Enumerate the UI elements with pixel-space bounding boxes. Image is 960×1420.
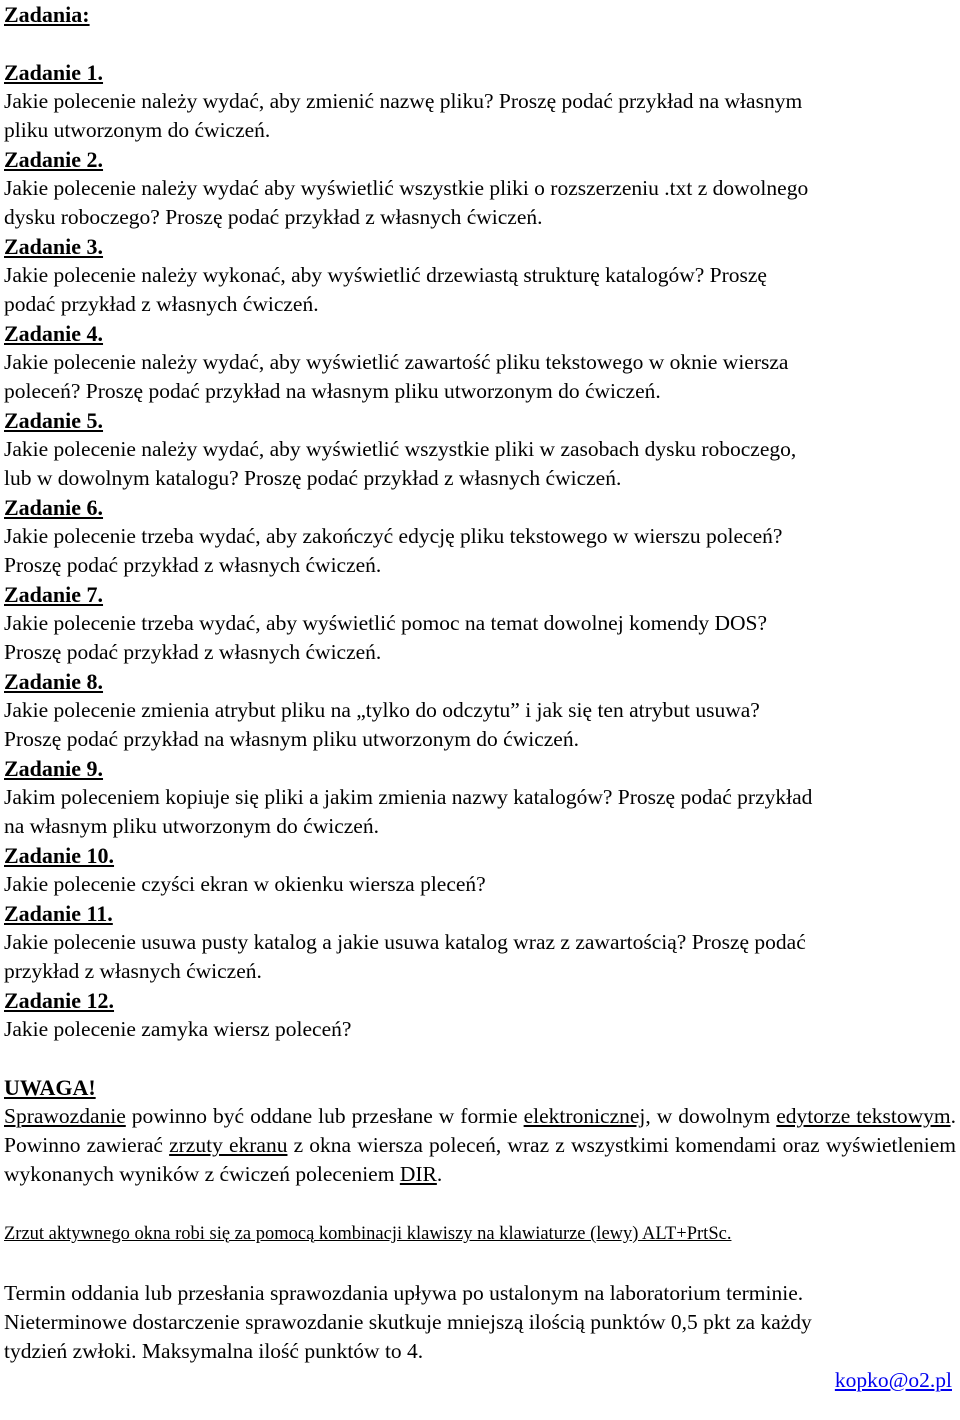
screenshots-term: zrzuty ekranu <box>169 1133 288 1157</box>
task-question-line: Jakie polecenie czyści ekran w okienku wiersza pleceń? <box>4 872 486 896</box>
task-question-line: Jakie polecenie trzeba wydać, aby zakończyć edycję pliku tekstowego w wierszu poleceń? <box>4 524 783 548</box>
warning-text: z okna wiersza poleceń, wraz z wszystkimi komendami oraz wyświetleniem wykonanych wyników z ćwiczeń poleceniem <box>4 1133 956 1186</box>
warning-title: UWAGA! <box>4 1075 96 1100</box>
task-question-line: Jakie polecenie zmienia atrybut pliku na „tylko do odczytu” i jak się ten atrybut usuwa? <box>4 698 760 722</box>
spacer <box>4 1189 956 1221</box>
warning-text: powinno być oddane lub przesłane w formie <box>125 1104 524 1128</box>
electronic-term: elektronicznej <box>523 1104 646 1128</box>
task-title: Zadanie 8. <box>4 669 104 694</box>
deadline-line: Nieterminowe dostarczenie sprawozdanie skutkuje mniejszą ilością punktów 0,5 pkt za każdy <box>4 1310 812 1334</box>
task-question-line: Proszę podać przykład z własnych ćwiczeń. <box>4 553 382 577</box>
spacer <box>4 30 956 58</box>
task-question-line: Jakie polecenie należy wydać, aby wyświetlić wszystkie pliki w zasobach dysku roboczego, <box>4 437 797 461</box>
task-question-line: Jakim poleceniem kopiuje się pliki a jakim zmienia nazwy katalogów? Proszę podać przykład <box>4 785 813 809</box>
task-title: Zadanie 7. <box>4 582 104 607</box>
task-question-line: Jakie polecenie należy wykonać, aby wyświetlić drzewiastą strukturę katalogów? Proszę <box>4 263 767 287</box>
task-question-line: pliku utworzonym do ćwiczeń. <box>4 118 271 142</box>
task-title: Zadanie 4. <box>4 321 104 346</box>
task-item <box>4 899 956 986</box>
task-item <box>4 406 956 493</box>
task-question-line: Jakie polecenie trzeba wydać, aby wyświetlić pomoc na temat dowolnej komendy DOS? <box>4 611 768 635</box>
task-question-line: Jakie polecenie należy wydać, aby wyświetlić zawartość pliku tekstowego w oknie wiersza <box>4 350 789 374</box>
task-item <box>4 58 956 145</box>
task-question-line: dysku roboczego? Proszę podać przykład z własnych ćwiczeń. <box>4 205 543 229</box>
task-question-line: Jakie polecenie należy wydać, aby zmienić nazwę pliku? Proszę podać przykład na własnym <box>4 89 803 113</box>
task-item <box>4 580 956 667</box>
task-title: Zadanie 5. <box>4 408 104 433</box>
task-question-line: Proszę podać przykład na własnym pliku utworzonym do ćwiczeń. <box>4 727 579 751</box>
task-title: Zadanie 11. <box>4 901 113 926</box>
task-title: Zadanie 10. <box>4 843 115 868</box>
task-item <box>4 841 956 899</box>
task-question-line: Jakie polecenie zamyka wiersz poleceń? <box>4 1017 352 1041</box>
task-title: Zadanie 12. <box>4 988 115 1013</box>
spacer <box>4 1044 956 1073</box>
shortcut-note: Zrzut aktywnego okna robi się za pomocą kombinacji klawiszy na klawiaturze (lewy) ALT+PrtSc. <box>4 1224 732 1244</box>
task-question-line: przykład z własnych ćwiczeń. <box>4 959 262 983</box>
task-item <box>4 319 956 406</box>
spacer <box>4 1247 956 1279</box>
warning-paragraph <box>4 1102 956 1189</box>
task-question-line: poleceń? Proszę podać przykład na własnym pliku utworzonym do ćwiczeń. <box>4 379 661 403</box>
task-title: Zadanie 2. <box>4 147 104 172</box>
deadline-line: Termin oddania lub przesłania sprawozdania upływa po ustalonym na laboratorium terminie. <box>4 1281 804 1305</box>
task-question-line: podać przykład z własnych ćwiczeń. <box>4 292 319 316</box>
task-list <box>4 58 956 1044</box>
deadline-line: tydzień zwłoki. Maksymalna ilość punktów to 4. <box>4 1339 424 1363</box>
email-row <box>4 1366 956 1395</box>
task-item <box>4 986 956 1044</box>
task-question-line: Proszę podać przykład z własnych ćwiczeń. <box>4 640 382 664</box>
task-question-line: Jakie polecenie usuwa pusty katalog a jakie usuwa katalog wraz z zawartością? Proszę podać <box>4 930 806 954</box>
task-title: Zadanie 3. <box>4 234 104 259</box>
task-question-line: na własnym pliku utworzonym do ćwiczeń. <box>4 814 379 838</box>
task-question-line: Jakie polecenie należy wydać aby wyświetlić wszystkie pliki o rozszerzeniu .txt z dowolnego <box>4 176 809 200</box>
warning-text: . <box>436 1162 443 1186</box>
report-term: Sprawozdanie <box>4 1104 126 1128</box>
task-item <box>4 493 956 580</box>
task-item <box>4 754 956 841</box>
warning-text: , w dowolnym <box>645 1104 777 1128</box>
warning-text: . Powinno zawierać <box>4 1104 957 1157</box>
task-question-line: lub w dowolnym katalogu? Proszę podać przykład z własnych ćwiczeń. <box>4 466 622 490</box>
task-item <box>4 667 956 754</box>
page-heading: Zadania: <box>4 2 90 27</box>
task-item <box>4 232 956 319</box>
text-editor-term: edytorze tekstowym <box>776 1104 951 1128</box>
task-item <box>4 145 956 232</box>
task-title: Zadanie 1. <box>4 60 104 85</box>
email-link[interactable]: kopko@o2.pl <box>834 1368 952 1392</box>
task-title: Zadanie 6. <box>4 495 104 520</box>
task-title: Zadanie 9. <box>4 756 104 781</box>
document-page <box>4 0 956 1395</box>
dir-term: DIR <box>399 1162 437 1186</box>
